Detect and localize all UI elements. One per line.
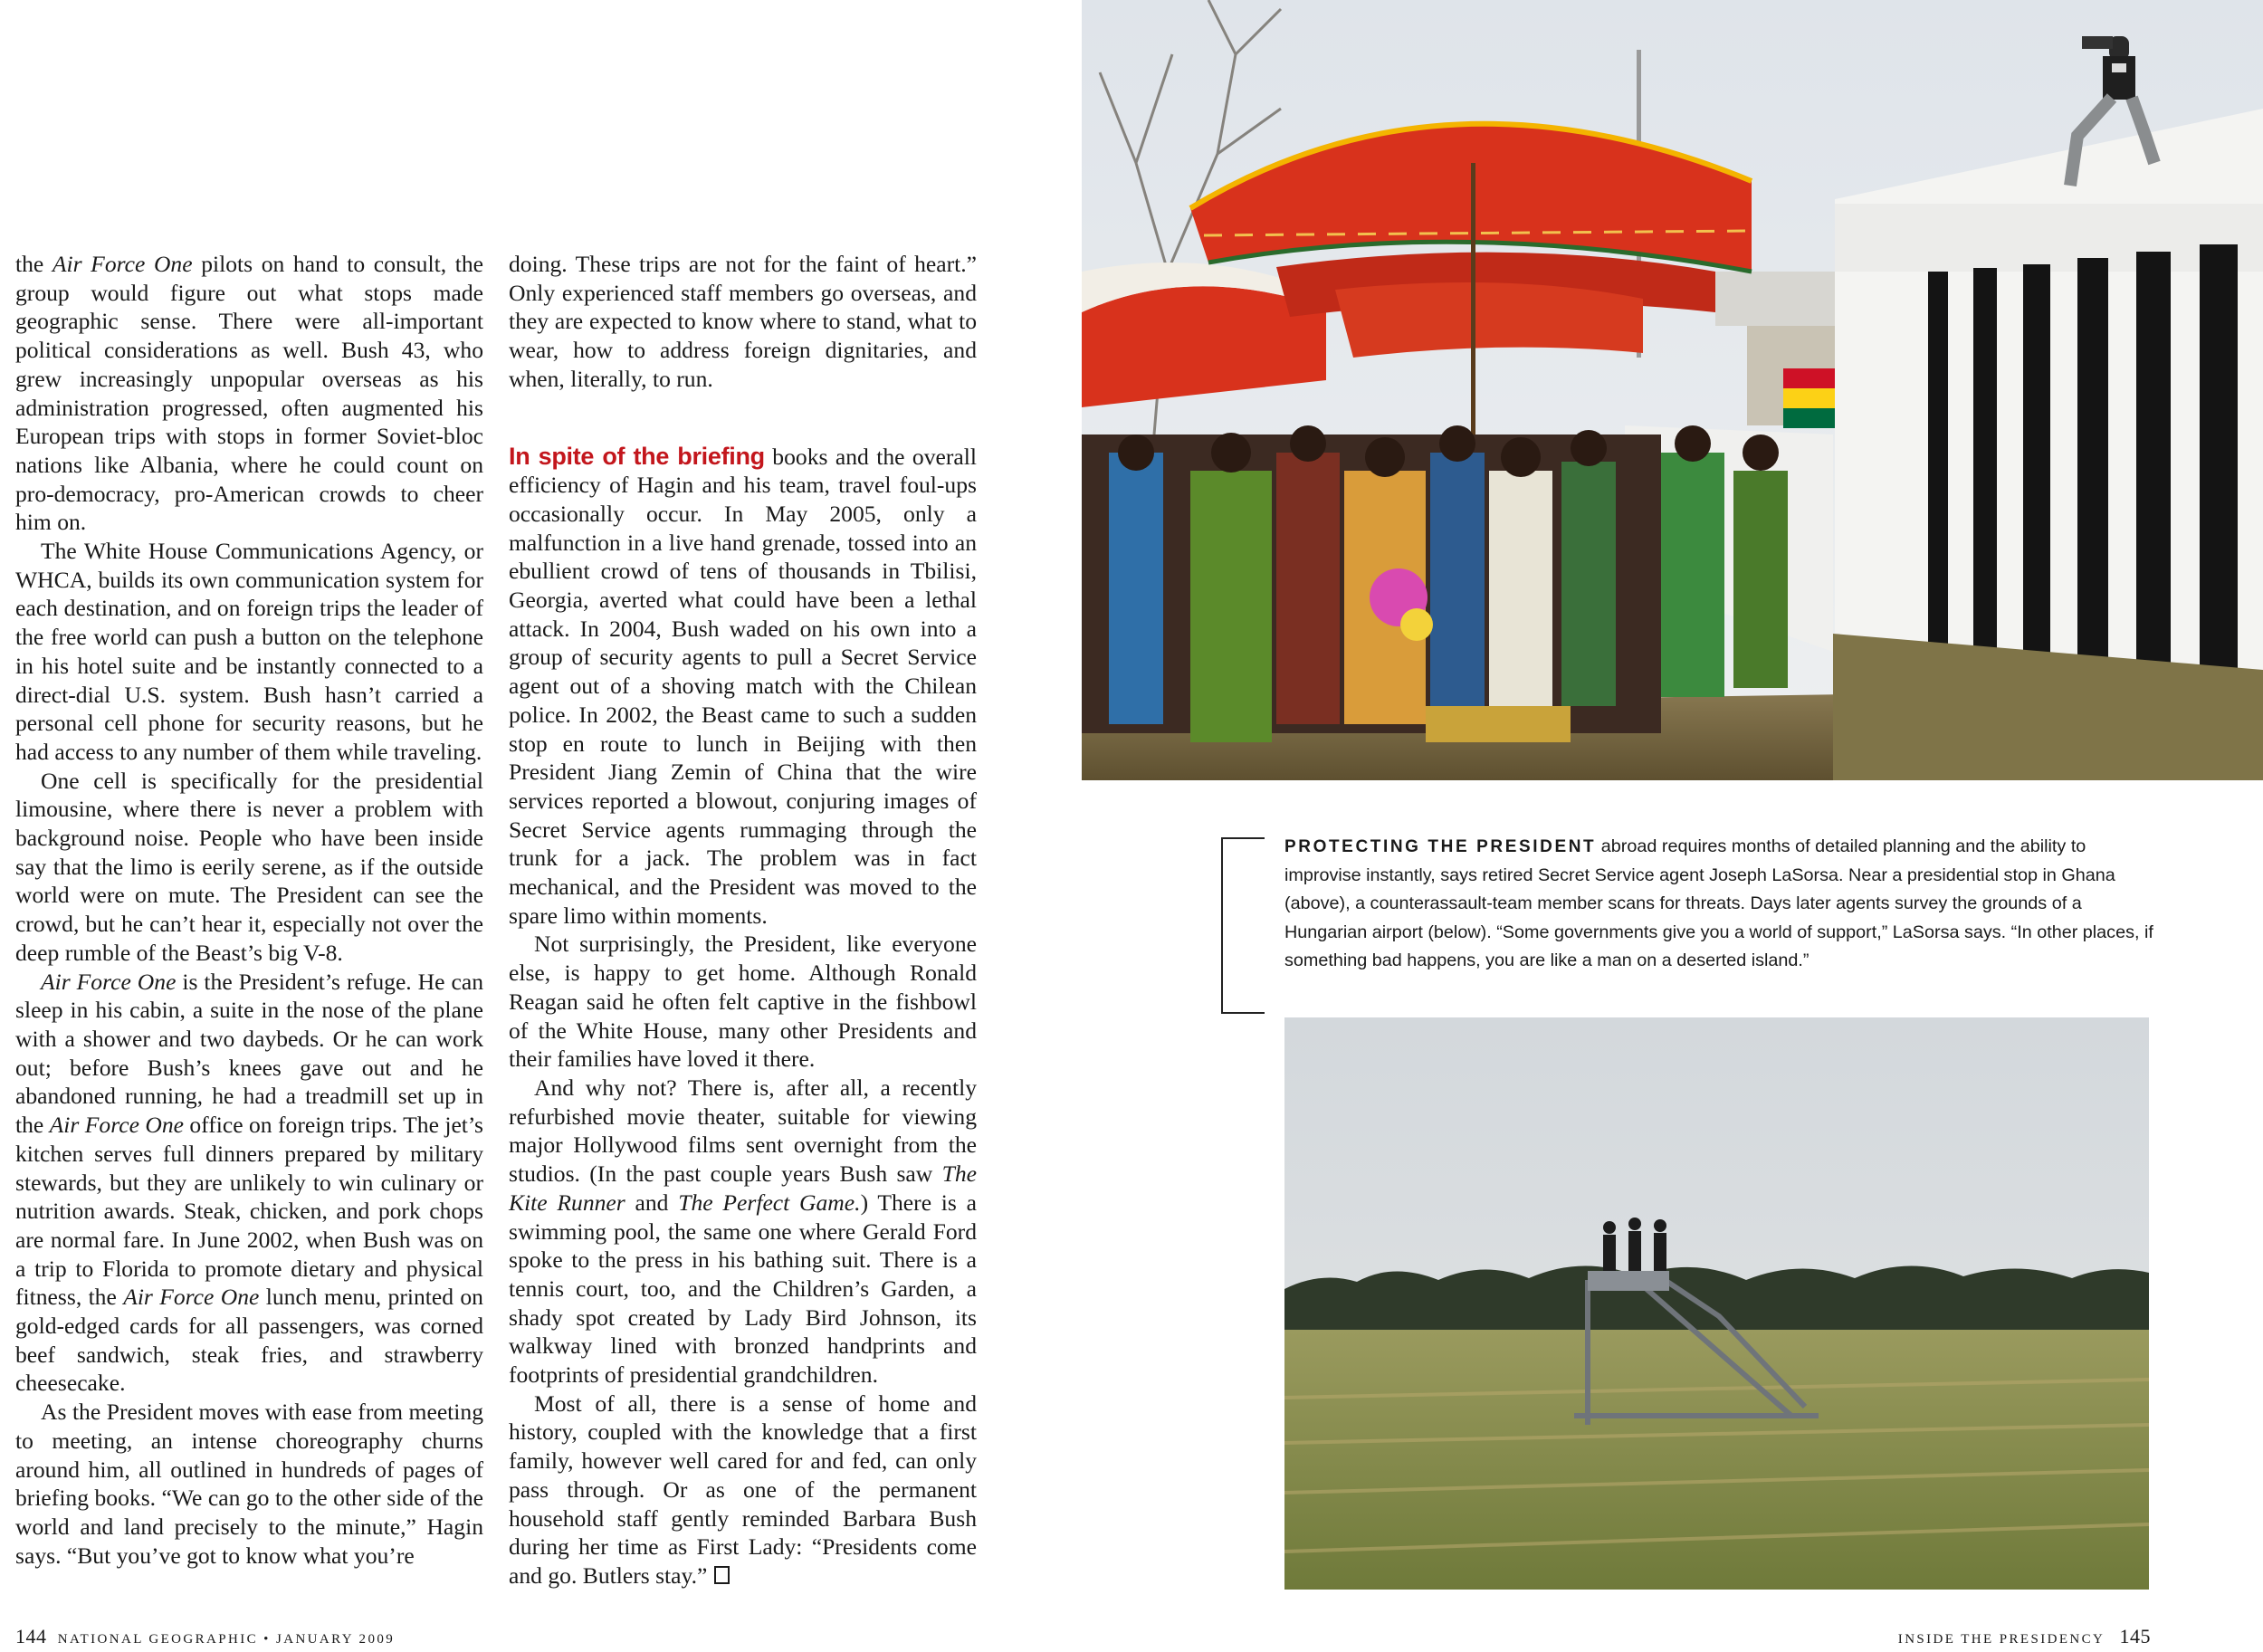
paragraph-text: One cell is specifically for the presidential limousine, where there is never a problem with background noise. People who have been inside say that the limo is eerily serene, as if the outside world were on mute. The President can see the crowd, but he can’t hear it, especially not over the deep rumble of the Beast’s big V-8. bbox=[15, 767, 483, 966]
page-number-right: 145 bbox=[2119, 1625, 2151, 1647]
section-lead-in: In spite of the briefing bbox=[509, 442, 765, 470]
article-paragraph bbox=[509, 443, 977, 931]
paragraph-text: ) There is a swimming pool, the same one where Gerald Ford spoke to the press in his bathing suit. There is a tennis court, too, and the Children’s Garden, a shady spot created by Lady Bird Johnson, its walkway lined with bronzed handprints and footprints of presidential grandchildren. bbox=[509, 1189, 977, 1389]
paragraph-text: the bbox=[15, 251, 53, 277]
article-paragraph bbox=[15, 767, 483, 968]
paragraph-text: office on foreign trips. The jet’s kitchen serves full dinners prepared by military stewards, but they are unlikely to win culinary or nutrition awards. Steak, chicken, and pork chops are normal fare. In June 2002, when Bush was on a trip to Florida to promote dietary and physical fitness, the bbox=[15, 1112, 483, 1311]
paragraph-text: lunch menu, printed on gold-edged cards for all passengers, was corned beef sandwich, steak fries, and strawberry cheesecake. bbox=[15, 1284, 483, 1397]
paragraph-text: and bbox=[625, 1189, 679, 1216]
article-paragraph bbox=[15, 250, 483, 537]
article-paragraph bbox=[509, 1074, 977, 1389]
caption-kicker: PROTECTING THE PRESIDENT bbox=[1284, 837, 1597, 856]
right-folio bbox=[1856, 1625, 2151, 1648]
article-paragraph bbox=[15, 968, 483, 1399]
caption-body: abroad requires months of detailed planning and the ability to improvise instantly, says retired Secret Service agent Joseph LaSorsa. Near a presidential stop in Ghana (above), a counterassault-team member scans for threats. Days later agents survey the grounds of a Hungarian airport (below). “Some governments give you a world of support,” LaSorsa says. “In other places, if something bad happens, you are like a man on a deserted island.” bbox=[1284, 836, 2153, 970]
paragraph-text: As the President moves with ease from meeting to meeting, an intense choreography churns around him, all outlined in hundreds of pages of briefing books. “We can go to the other side of the world and land precisely to the minute,” Hagin says. “But you’ve got to know what you’re bbox=[15, 1399, 483, 1569]
magazine-dateline: NATIONAL GEOGRAPHIC • JANUARY 2009 bbox=[57, 1632, 396, 1647]
article-paragraph bbox=[509, 930, 977, 1074]
paragraph-text: is the President’s refuge. He can sleep in his cabin, a suite in the nose of the plane with a shower and two daybeds. Or he can work out; before Bush’s knees gave out and he abandoned running, he had a treadmill set up in the bbox=[15, 968, 483, 1139]
article-paragraph bbox=[15, 1398, 483, 1570]
italic-title: Air Force One bbox=[52, 251, 193, 277]
page-number-left: 144 bbox=[15, 1625, 47, 1647]
text-column-1 bbox=[15, 250, 483, 1570]
article-paragraph bbox=[509, 1389, 977, 1590]
ghana-ceremony-photo bbox=[1082, 0, 2263, 780]
end-of-article-mark bbox=[714, 1566, 730, 1584]
paragraph-text: The White House Communications Agency, or WHCA, builds its own communication system for each destination, and on foreign trips the leader of the free world can push a button on the telephone in his hotel suite and be instantly connected to a direct-dial U.S. system. Bush hasn’t carried a personal cell phone for security reasons, but he had access to any number of them while traveling. bbox=[15, 538, 483, 765]
crowd bbox=[1082, 425, 1788, 742]
caption-bracket bbox=[1221, 837, 1265, 1014]
airport-photo-illustration bbox=[1284, 1017, 2149, 1590]
text-column-2 bbox=[509, 250, 977, 1590]
italic-title: Air Force One bbox=[41, 968, 177, 995]
italic-title: Air Force One bbox=[49, 1112, 184, 1139]
italic-title: The Perfect Game. bbox=[678, 1189, 861, 1216]
paragraph-text: books and the overall efficiency of Hagin and his team, travel foul-ups occasionally occur. In May 2005, only a malfunction in a live hand grenade, tossed into an ebullient crowd of tens of thousands in Tbilisi, Georgia, averted what could have been a lethal attack. In 2004, Bush waded on his own into a group of security agents to pull a Secret Service agent out of a shoving match with the Chilean police. In 2002, the Beast came to such a sudden stop en route to lunch in Beijing with then President Jiang Zemin of China that the wire services reported a blowout, conjuring images of Secret Service agents rummaging through the trunk for a jack. The problem was in fact mechanical, and the President was moved to the spare limo within moments. bbox=[509, 443, 977, 929]
italic-title: The Kite Runner bbox=[509, 1160, 977, 1216]
paragraph-text: doing. These trips are not for the faint of heart.” Only experienced staff members go overseas, and they are expected to know where to stand, what to wear, how to address foreign dignitaries, and when, literally, to run. bbox=[509, 251, 977, 392]
paragraph-text: Most of all, there is a sense of home and history, coupled with the knowledge that a first family, however well cared for and fed, can only pass through. Or as one of the permanent household staff gently reminded Barbara Bush during her time as First Lady: “Presidents come and go. Butlers stay.” bbox=[509, 1389, 977, 1589]
italic-title: Air Force One bbox=[123, 1284, 260, 1311]
paragraph-text: Not surprisingly, the President, like everyone else, is happy to get home. Although Ronald Reagan said he often felt captive in the fishbowl of the White House, many other Presidents and their families have loved it there. bbox=[509, 931, 977, 1073]
photo-caption bbox=[1284, 833, 2153, 976]
article-paragraph bbox=[509, 250, 977, 394]
paragraph-text: And why not? There is, after all, a recently refurbished movie theater, suitable for viewing major Hollywood films sent overnight from the studios. (In the past couple years Bush saw bbox=[509, 1074, 977, 1188]
article-paragraph bbox=[15, 537, 483, 767]
airport-photo bbox=[1284, 1017, 2149, 1590]
left-folio bbox=[15, 1625, 395, 1648]
paragraph-text: pilots on hand to consult, the group would figure out what stops made geographic sense. There were all-important political considerations as well. Bush 43, who grew increasingly unpopular overseas as his administration progressed, often augmented his European trips with stops in former Soviet-bloc nations like Albania, where he could count on pro-democracy, pro-American crowds to cheer him on. bbox=[15, 251, 483, 536]
ghana-photo-illustration bbox=[1082, 0, 2263, 780]
section-title: INSIDE THE PRESIDENCY bbox=[1897, 1632, 2105, 1647]
